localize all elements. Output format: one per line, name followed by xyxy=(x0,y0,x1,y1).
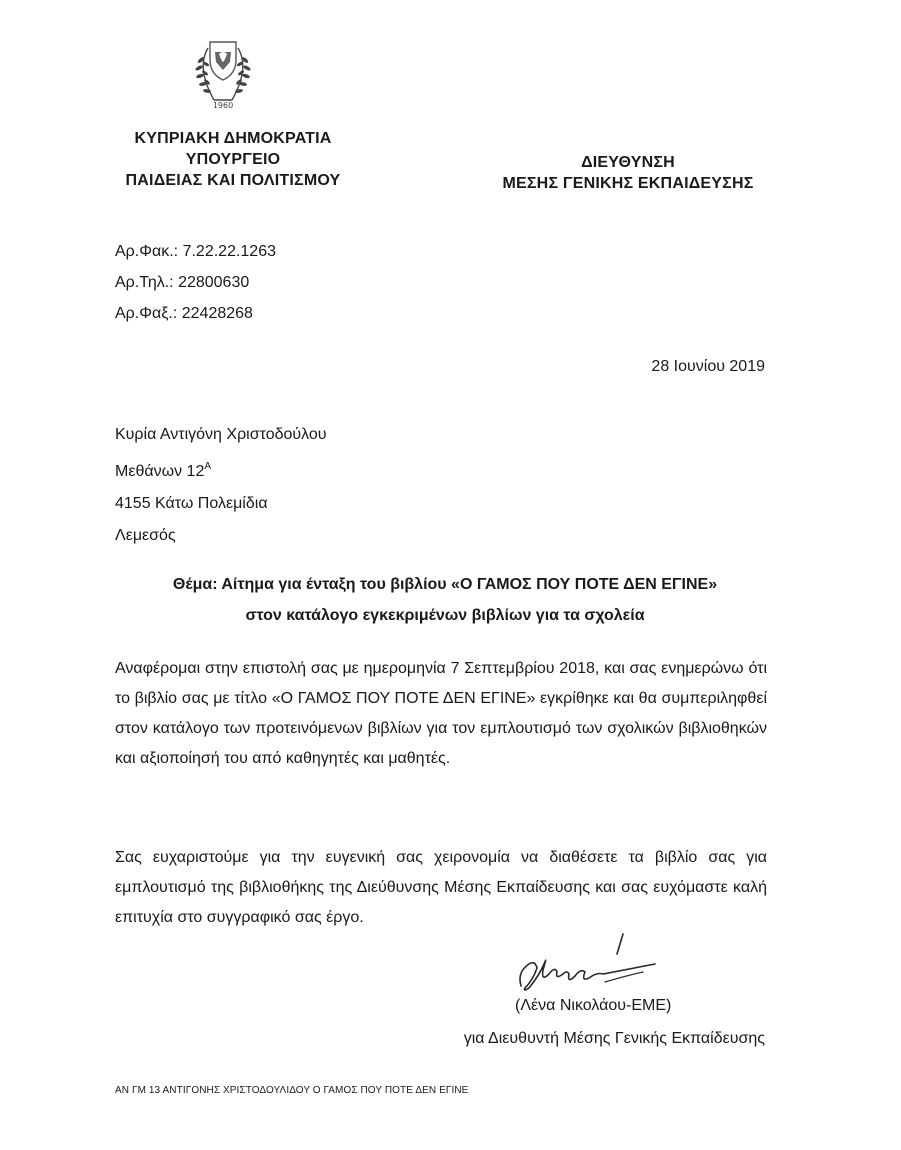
phone-number-row xyxy=(115,267,276,298)
directorate-header xyxy=(488,152,768,194)
subject-block xyxy=(100,569,790,631)
recipient-name: Κυρία Αντιγόνη Χριστοδούλου xyxy=(115,426,327,443)
body-paragraph-2: Σας ευχαριστούμε για την ευγενική σας χειρονομία να διαθέσετε τα βιβλίο σας για εμπλουτισμό της βιβλιοθήκης της Διεύθυνσης Μέσης Εκπαίδευσης και σας ευχόμαστε καλή επιτυχία στο συγγραφικό σας έργο. xyxy=(115,849,767,926)
recipient-city: 4155 Κάτω Πολεμίδια xyxy=(115,495,268,512)
recipient-street xyxy=(115,451,327,488)
recipient-street-text: Μεθάνων 12 xyxy=(115,463,205,480)
reference-block xyxy=(115,236,276,329)
file-number-row xyxy=(115,236,276,267)
footer-reference: ΑΝ ΓΜ 13 ΑΝΤΙΓΟΝΗΣ ΧΡΙΣΤΟΔΟΥΛΙΔΟΥ Ο ΓΑΜΟΣ ΠΟΥ ΠΟΤΕ ΔΕΝ ΕΓΙΝΕ xyxy=(115,1085,469,1096)
header-directorate-name: ΜΕΣΗΣ ΓΕΝΙΚΗΣ ΕΚΠΑΙΔΕΥΣΗΣ xyxy=(502,175,754,192)
signer-name: (Λένα Νικολάου-ΕΜΕ) xyxy=(515,997,672,1014)
header-ministry: ΥΠΟΥΡΓΕΙΟ xyxy=(185,151,281,168)
recipient-address xyxy=(115,419,327,552)
file-number-label: Αρ.Φακ.: xyxy=(115,243,179,260)
fax-number-row xyxy=(115,298,276,329)
fax-number-value: 22428268 xyxy=(181,305,253,322)
recipient-street-suffix: Α xyxy=(204,461,212,472)
letter-date: 28 Ιουνίου 2019 xyxy=(651,358,765,375)
svg-text:1960: 1960 xyxy=(212,101,234,110)
recipient-region: Λεμεσός xyxy=(115,527,176,544)
body-paragraph-1: Αναφέρομαι στην επιστολή σας με ημερομηνία 7 Σεπτεμβρίου 2018, και σας ενημερώνω ότι το βιβλίο σας με τίτλο «Ο ΓΑΜΟΣ ΠΟΥ ΠΟΤΕ ΔΕΝ ΕΓΙΝΕ» εγκρίθηκε και θα συμπεριληφθεί στον κατάλογο των προτεινόμενων βιβλίων για τον εμπλουτισμό των σχολικών βιβλιοθηκών και αξιοποίησή του από καθηγητές και μαθητές. xyxy=(115,660,767,767)
phone-number-label: Αρ.Τηλ.: xyxy=(115,274,174,291)
handwritten-signature xyxy=(515,928,665,1008)
header-directorate: ΔΙΕΥΘΥΝΣΗ xyxy=(581,154,675,171)
file-number-value: 7.22.22.1263 xyxy=(182,243,276,260)
coat-of-arms-icon xyxy=(186,38,260,110)
signer-role: για Διευθυντή Μέσης Γενικής Εκπαίδευσης xyxy=(463,1030,765,1047)
header-country: ΚΥΠΡΙΑΚΗ ΔΗΜΟΚΡΑΤΙΑ xyxy=(134,130,332,147)
phone-number-value: 22800630 xyxy=(178,274,250,291)
header-ministry-name: ΠΑΙΔΕΙΑΣ ΚΑΙ ΠΟΛΙΤΙΣΜΟΥ xyxy=(125,172,341,189)
subject-line-1: Θέμα: Αίτημα για ένταξη του βιβλίου «Ο ΓΑΜΟΣ ΠΟΥ ΠΟΤΕ ΔΕΝ ΕΓΙΝΕ» xyxy=(172,576,718,593)
fax-number-label: Αρ.Φαξ.: xyxy=(115,305,178,322)
ministry-header xyxy=(98,128,368,191)
subject-line-2: στον κατάλογο εγκεκριμένων βιβλίων για τα σχολεία xyxy=(245,607,645,624)
